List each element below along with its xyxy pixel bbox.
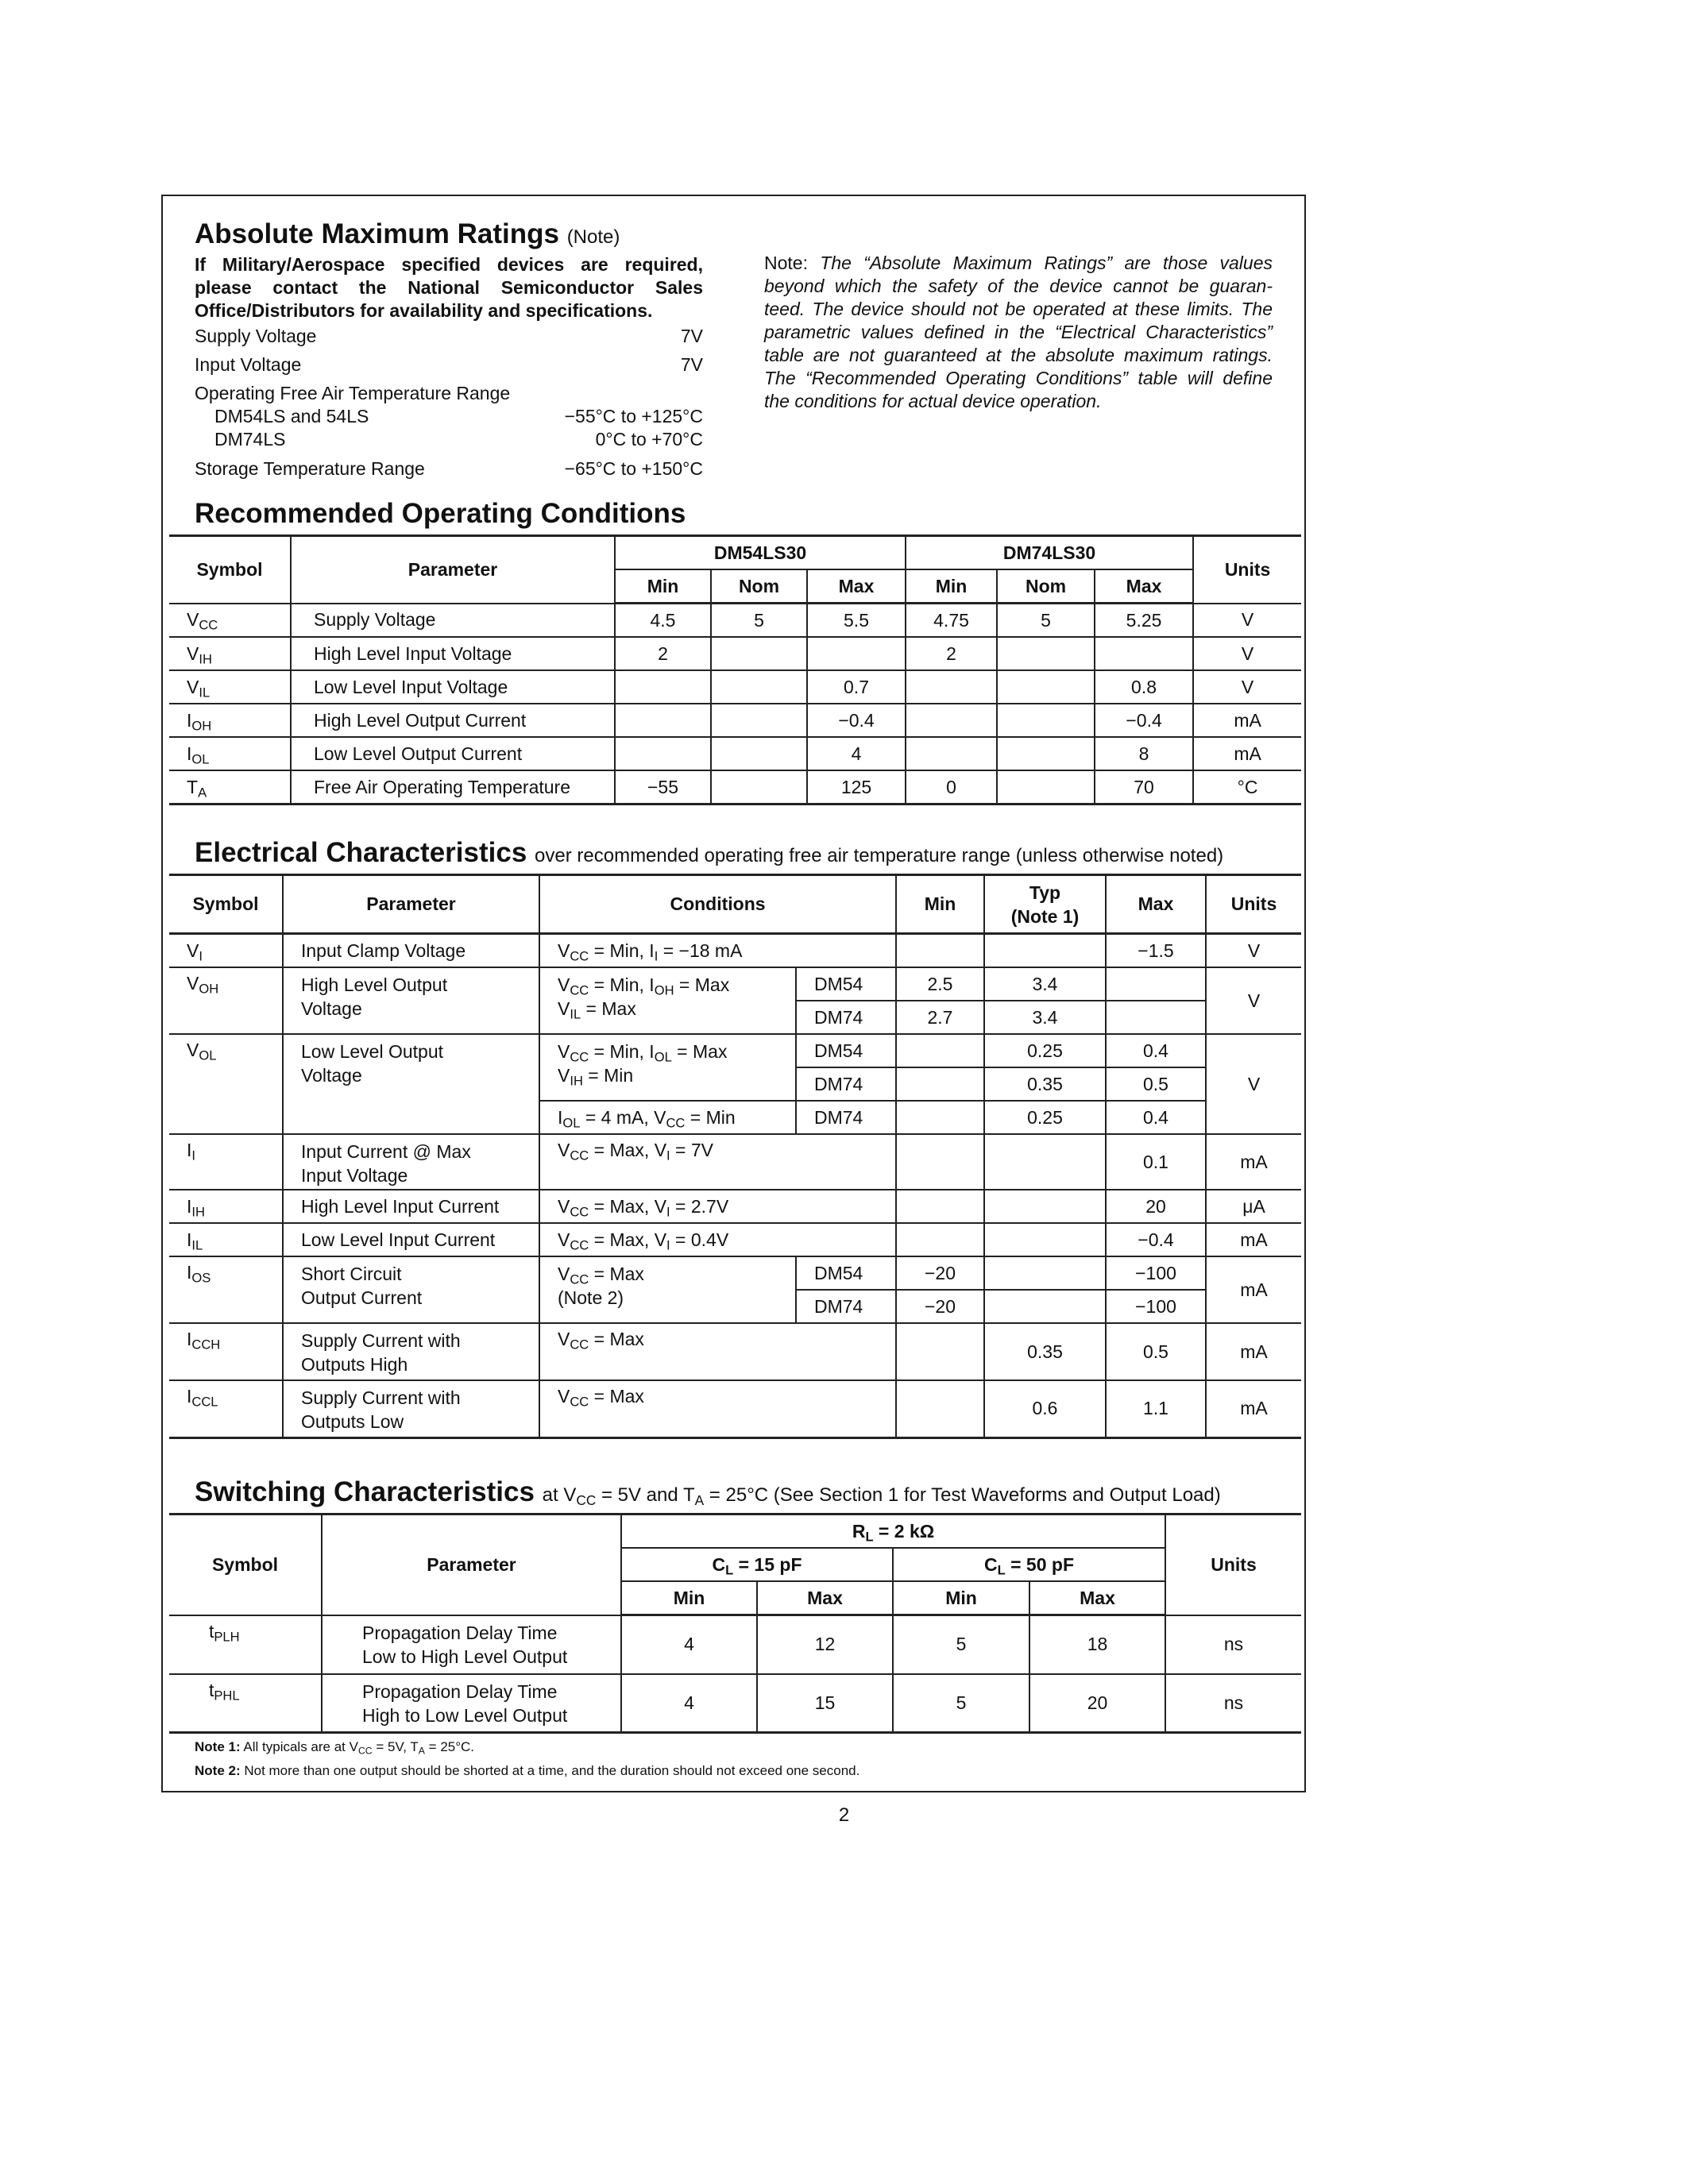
ec-header-conditions: Conditions	[539, 875, 896, 934]
ec-title	[195, 837, 1223, 869]
note-2: Note 2: Not more than one output should be shorted at a time, and the duration should not exceed one second.	[195, 1763, 860, 1778]
content-frame	[161, 195, 1306, 1792]
military-line: Office/Distributors for availability and specifications.	[195, 300, 653, 321]
military-line: please contact the National Semiconductor Sales	[195, 277, 703, 298]
roc-header-min: Min	[906, 569, 997, 604]
sc-header-max: Max	[1029, 1581, 1165, 1615]
sc-subtitle: at $V_{CC} = 5V$ and $T_A = 25^\circ C$ (See Section 1 for Test Waveforms and Output Load)	[542, 1484, 1221, 1508]
sc-header-symbol: Symbol	[169, 1515, 322, 1615]
ec-header-max: Max	[1106, 875, 1206, 934]
ec-row-ios: $I_{OS}$ Short Circuit Output Current $V_{CC}$ = Max (Note 2) DM54 −20 −100 mA	[169, 1256, 1301, 1290]
ec-row-ios-dm74: DM74 −20 −100	[169, 1290, 1301, 1323]
sc-table	[169, 1513, 1301, 1734]
roc-row: $I_{OL}$ Low Level Output Current 4 8 mA	[169, 737, 1301, 770]
ec-row-vol-dm74: DM74 0.35 0.5	[169, 1067, 1301, 1101]
roc-row: $T_A$ Free Air Operating Temperature −55 125 0 70 °C	[169, 770, 1301, 805]
ec-row-voh-dm74: DM74 2.7 3.4	[169, 1001, 1301, 1034]
roc-header-dm54: DM54LS30	[615, 536, 906, 570]
ec-subtitle: over recommended operating free air temperature range (unless otherwise noted)	[535, 845, 1224, 866]
roc-header-nom: Nom	[997, 569, 1095, 604]
rating-supply-voltage: Supply Voltage 7V	[195, 326, 703, 346]
ec-header-min: Min	[896, 875, 984, 934]
ec-title-text: Electrical Characteristics	[195, 837, 527, 868]
page-number: 2	[838, 1804, 850, 1826]
sc-header-max: Max	[757, 1581, 893, 1615]
military-line: If Military/Aerospace specified devices are required,	[195, 254, 703, 275]
roc-header-dm74: DM74LS30	[906, 536, 1193, 570]
roc-header-parameter: Parameter	[291, 536, 615, 604]
roc-header-max: Max	[807, 569, 906, 604]
rating-op-temp-label: Operating Free Air Temperature Range	[195, 383, 511, 403]
sc-header-min: Min	[621, 1581, 757, 1615]
ec-row-iih: $I_{IH}$ High Level Input Current $V_{CC}$ = Max, $V_I = 2.7V$ 20 μA	[169, 1190, 1301, 1223]
sc-header-units: Units	[1165, 1515, 1301, 1615]
ec-row-vol: $V_{OL}$ Low Level Output Voltage $V_{CC}$ = Min, $I_{OL}$ = Max $V_{IH}$ = Min DM54 0.25 0.4 V	[169, 1034, 1301, 1067]
roc-header-nom: Nom	[711, 569, 807, 604]
ec-row-iil: $I_{IL}$ Low Level Input Current $V_{CC}$ = Max, $V_I = 0.4V$ −0.4 mA	[169, 1223, 1301, 1256]
rating-input-voltage: Input Voltage 7V	[195, 354, 703, 375]
sc-header-cl50: $C_L = 50$ pF	[893, 1548, 1165, 1581]
roc-row: $V_{IH}$ High Level Input Voltage 2 2 V	[169, 637, 1301, 670]
sc-header-rl: $R_L = 2$ kΩ	[621, 1515, 1165, 1549]
ec-header-parameter: Parameter	[283, 875, 539, 934]
sc-title	[195, 1476, 1221, 1508]
roc-row: $V_{CC}$ Supply Voltage 4.5 5 5.5 4.75 5 5.25 V	[169, 604, 1301, 638]
roc-header-units: Units	[1193, 536, 1301, 604]
amr-ratings	[195, 326, 703, 481]
ec-row-voh: $V_{OH}$ High Level Output Voltage $V_{CC}$ = Min, $I_{OH}$ = Max $V_{IL}$ = Max DM54 2.5 3.4 V	[169, 967, 1301, 1001]
amr-title	[195, 218, 620, 250]
ec-row-vi: $V_I$ Input Clamp Voltage $V_{CC}$ = Min, $I_I = -18$ mA −1.5 V	[169, 934, 1301, 968]
ec-row-ii: $I_I$ Input Current @ Max Input Voltage $V_{CC}$ = Max, $V_I = 7V$ 0.1 mA	[169, 1134, 1301, 1190]
rating-dm54: DM54LS and 54LS −55°C to +125°C	[214, 406, 703, 426]
sc-title-text: Switching Characteristics	[195, 1476, 535, 1507]
amr-title-text: Absolute Maximum Ratings	[195, 218, 559, 249]
ec-row-vol-iol: $I_{OL} = 4$ mA, $V_{CC}$ = Min DM74 0.25 0.4	[169, 1101, 1301, 1134]
roc-table	[169, 534, 1301, 805]
rating-dm74: DM74LS 0°C to +70°C	[214, 429, 703, 450]
sc-header-min: Min	[893, 1581, 1029, 1615]
roc-title: Recommended Operating Conditions	[195, 498, 686, 529]
ec-header-typ: Typ (Note 1)	[984, 875, 1106, 934]
sc-row-tplh: $t_{PLH}$ Propagation Delay Time Low to High Level Output 4 12 5 18 ns	[169, 1615, 1301, 1674]
rating-storage: Storage Temperature Range −65°C to +150°C	[195, 458, 703, 479]
roc-header-min: Min	[615, 569, 711, 604]
ec-row-icch: $I_{CCH}$ Supply Current with Outputs High $V_{CC}$ = Max 0.35 0.5 mA	[169, 1323, 1301, 1380]
sc-header-cl15: $C_L = 15$ pF	[621, 1548, 893, 1581]
roc-header-symbol: Symbol	[169, 536, 291, 604]
amr-note: Note: The “Absolute Maximum Ratings” are those values beyond which the safety of the device cannot be guaran- teed. The device should not be operated at these limits. The parametric values defined in the “Electrical Characteristics” table are not guaranteed at the absolute maximum ratings. The “Recommended Operating Conditions” table will define the conditions for actual device operation.	[764, 253, 1273, 411]
ec-table	[169, 874, 1301, 1439]
ec-header-symbol: Symbol	[169, 875, 283, 934]
military-notice	[195, 253, 703, 322]
ec-header-units: Units	[1206, 875, 1301, 934]
sc-row-tphl: $t_{PHL}$ Propagation Delay Time High to Low Level Output 4 15 5 20 ns	[169, 1674, 1301, 1733]
roc-row: $V_{IL}$ Low Level Input Voltage 0.7 0.8 V	[169, 670, 1301, 704]
sc-header-parameter: Parameter	[322, 1515, 621, 1615]
ec-row-iccl: $I_{CCL}$ Supply Current with Outputs Low $V_{CC}$ = Max 0.6 1.1 mA	[169, 1380, 1301, 1437]
note-1: Note 1: All typicals are at $V_{CC} = 5V$, $T_A = 25^\circ C$.	[195, 1739, 475, 1757]
amr-title-note: (Note)	[566, 226, 620, 248]
roc-row: $I_{OH}$ High Level Output Current −0.4 −0.4 mA	[169, 704, 1301, 737]
roc-header-max: Max	[1095, 569, 1193, 604]
